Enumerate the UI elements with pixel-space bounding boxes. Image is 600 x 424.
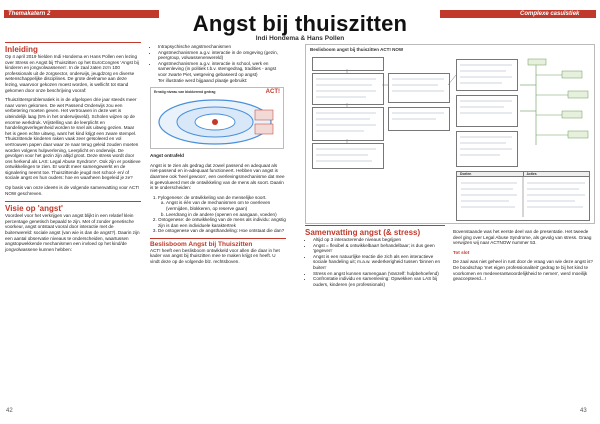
visie-divider	[5, 201, 141, 202]
page-number-right: 43	[580, 408, 587, 414]
decision-tree-figure	[305, 44, 595, 224]
closing-column	[453, 229, 593, 286]
list-item: • Angstmechanismen a.g.v. interactie in school, werk en samenleving (in politiek t.b.v. stemgedrag, tradities - angst voor zwarte Piet, wetgeving gebaseerd op angst)	[158, 61, 286, 78]
intro-heading: Inleiding	[5, 45, 38, 54]
list-item: 3. De ontogenese van de angsthandeling: Hoe ontstaat die dan?	[158, 228, 286, 234]
page-number-left: 42	[6, 408, 13, 414]
list-item: b. Leerdrang in de andere (openen en aangaan, voeden)	[166, 212, 286, 218]
list-item: • Confrontatie individu en samenleving: Opwekken van LAS bij ouders, kinderen (en professionals)	[313, 276, 445, 287]
beslisboom-heading: Beslisboom Angst bij Thuiszitten	[150, 240, 253, 248]
section-tag-left: Themakatern 2	[4, 10, 159, 18]
list-item: • Angstmechanismen a.g.v. interactie in de omgeving (gezin, peergroup, volwassenenwereld)	[158, 50, 286, 61]
concentric-ellipses	[151, 88, 283, 148]
summary-column	[305, 225, 445, 287]
table-header: Doelen	[460, 172, 472, 176]
tot-slot-heading: Tot slot	[453, 249, 470, 255]
intro-paragraph-1: Op 4 april 2019 hielden Indi Hondema en Hans Pollen een lezing over Stress en Angst bij Thuiszitten op het EuroCongres 'Angst bij kinderen en jongvolwassenen'. In de zaal zaten zo'n 100 professionals uit de zorgsector, onderwijs, jeugdzorg en diverse wetenschappelijke disciplines. De grote deelname aan deze lezing, waarvoor gekozen moest worden, is wellicht tot stand gekomen door onze beschrijving vooraf:	[5, 54, 139, 93]
figure-brand-logo: ACT!	[265, 89, 280, 96]
list-item: • Intrapsychische angstmechanismen	[158, 44, 286, 50]
table-lines	[457, 177, 589, 217]
authors-line: Indi Hondema & Hans Pollen	[255, 35, 345, 42]
section-tag-right: Complexe casuïstiek	[440, 10, 596, 18]
decision-tree-title: Beslisboom angst bij thuiszitten ACT! NOW	[310, 47, 404, 52]
table-header: Acties	[523, 172, 590, 176]
goals-actions-table	[456, 171, 590, 221]
summary-heading: Samenvatting angst (& stress)	[305, 228, 421, 237]
intro-paragraph-3: Op basis van onze ideeën is de volgende samenvatting voor ACT! NOW geschreven.	[5, 185, 140, 196]
intro-paragraph-2: Thuiszittersproblematiek is in de afgelopen drie jaar steeds meer naar voren gekomen. De wet Passend Onderwijs zou een verbetering moeten geven. Het vertrouwen in deze wet is uiteindelijk laag (5% in het onderwijsveld). Scholen wijzen op de enorme werkdruk. Vrijstelling van de leerplicht en handelingsverlegenheid worden te snel als uitweg gezien. Maar het is geen echte uitweg, want het kind krijgt een zware stempel. Thuiszittende kinderen raken vaak zeer geïsoleerd en vol vertrouwen papen daar waar ze naar terug geleid zouden moeten worden volgens hulpverlening, Leerplicht en onderwijs. De gevolgen voor het gezin zijn altijd groot. Deze stress wordt door ons herkend als LAS: Legal Abuse Syndrom*. Ook zijn er positieve ontwikkelingen te zien. Er wordt meer samengewerkt en de signalering neemt toe. Thuiszittende jeugd met school- en/ of sociale angst en hun ouders: hoe en waarheen begeleid je ze?	[5, 97, 141, 181]
page-title: Angst bij thuiszitten	[192, 11, 408, 36]
list-item: a. Angst is één van de mechanismen om te overleven (vermijden, blokkeren, op reserve gaan)	[166, 200, 286, 211]
angst-levels-figure	[150, 87, 284, 149]
tot-slot-text: De zaal was niet geheel in rust door de vraag van wie deze angst is? De boodschap 'met eigen professionaliteit' gedrag te bij het kind te voorkomen en medeverantwoordelijkheid te nemen', werd moeilijk geaccepteerd...!	[453, 259, 593, 282]
list-item: • Stress en angst kunnen samengaan (Vanzelf: hulpbehoefend)	[313, 271, 445, 277]
summary-divider	[305, 225, 445, 226]
level-list	[150, 44, 286, 78]
beslisboom-text: ACT! heeft een beslisboom ontwikkeld voor allen die daar in het kader van angst bij thuiszitten mee te maken krijgt en heeft. U vindt deze op de volgende blz. rechtsboven.	[150, 247, 280, 265]
intro-divider	[5, 42, 141, 43]
beslis-divider	[150, 238, 286, 239]
middle-column	[150, 44, 286, 269]
list-item: • Altijd op 3 interacterende niveaus begrijpen	[313, 237, 445, 243]
visie-paragraph: Voordeel voor het verkrijgen van angst blijkt in een relatief klein percentage genetisch bepaald te zijn. Met of zonder genetische voorkeur, angst ontstaat vooral door interactie met de buitenwereld: sociale angst (van wie is dan de angst?). Daarin zijn een aantal observatie niveaus te onderscheiden, waartussen angstopwekkende mechanismen een invloed op het kind/de jongvolwassene kunnen hebben:	[5, 213, 140, 252]
summary-list	[305, 237, 445, 287]
intro-column	[5, 42, 141, 256]
angst-ontrafeld-title: Angst ontrafeld	[150, 153, 184, 159]
closing-paragraph: Bovenstaande was het eerste deel van de presentatie. Het tweede deel ging over Legal Abuse Syndrome, als gevolg van stress. Graag verwijzen wij naar ACTNOW nummer 53.	[453, 229, 592, 246]
visie-heading: Visie op 'angst'	[5, 204, 63, 214]
list-item: • Angst is een natuurlijke reactie die zich als een interactieve sociale handeling uit; m.a.w. wederkerigheid tussen 'binnen en buiten'	[313, 254, 445, 271]
figure-intro: Ter illustratie werd bijgaand plaatje gebruikt:	[158, 77, 248, 83]
list-item: 2. Ontogenese: de ontwikkeling van de mens als individu: angstig zijn is dan een individuele karaktertrek	[158, 217, 286, 228]
figure-caption: Ernstig niveau van blokkerend gedrag	[154, 90, 216, 95]
list-item: • Angst = flexibel & ontwikkelbaar! behandelbaar; is dus geen 'gegeven'	[313, 243, 445, 254]
list-item: 1. Fylogenese: de ontwikkeling van de menselijke soort. a. Angst is één van de mechanismen om te overleven (vermijden, blokkeren, op reserve gaan) b. Leerdrang in de andere (openen en aangaan, voeden)	[158, 195, 286, 217]
development-list	[150, 195, 286, 234]
angst-ontrafeld-text: Angst is te zien als gedrag dat zowel passend en adequaat als niet-passend en in-adequaat functioneert. Hebben van angst is daarmee ook 'heel gewoon', een overlevingsmechanisme dat mee is geëvolueerd met de ontwikkeling van de mens als soort. Daarin is te onderscheiden:	[150, 162, 285, 191]
